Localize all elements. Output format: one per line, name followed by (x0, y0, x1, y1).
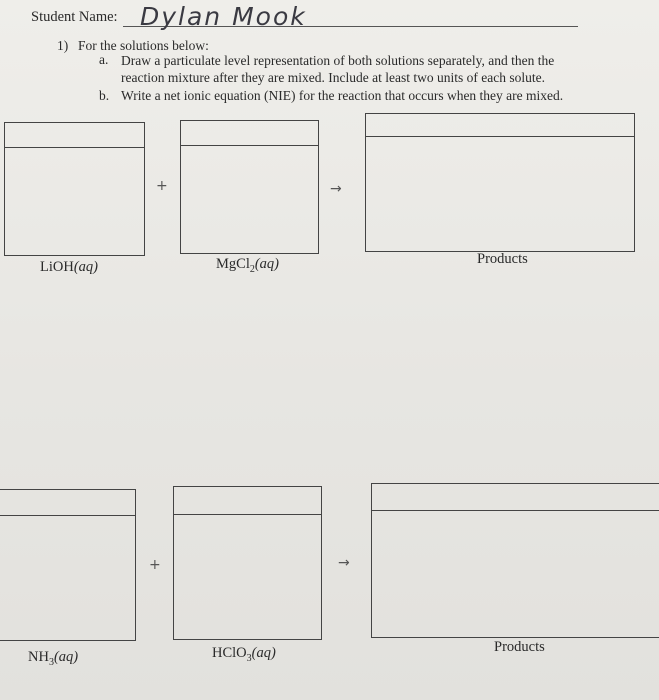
box-header-band (372, 484, 659, 511)
products-label: Products (494, 639, 545, 655)
lioh-drawing-box[interactable] (4, 122, 145, 256)
box-header-band (174, 487, 321, 515)
box-header-band (0, 490, 135, 516)
part-a-line-2: reaction mixture after they are mixed. Include at least two units of each solute. (121, 70, 545, 85)
box-header-band (366, 114, 634, 137)
question-prompt: For the solutions below: (78, 38, 209, 53)
nh3-label: $NH_3(aq)$ (28, 649, 79, 668)
mgcl2-label: MgCl$_2$(aq) (216, 256, 280, 275)
box-header-band (181, 121, 318, 146)
products-drawing-box[interactable] (365, 113, 635, 252)
question-number: 1) (57, 38, 69, 53)
reaction-arrow: → (338, 555, 350, 571)
nh3-drawing-box[interactable] (0, 489, 136, 641)
plus-sign: + (149, 557, 161, 573)
part-b-text: Write a net ionic equation (NIE) for the reaction that occurs when they are mixed. (121, 88, 564, 103)
part-b-letter: b. (99, 88, 110, 103)
box-header-band (5, 123, 144, 148)
products-label: Products (477, 251, 528, 267)
hclo3-drawing-box[interactable] (173, 486, 322, 640)
part-a-line-1: Draw a particulate level representation of both solutions separately, and then the (121, 53, 555, 68)
lioh-label: LiOH(aq) (40, 259, 99, 275)
plus-sign: + (156, 178, 168, 194)
student-name-label: Student Name: (31, 9, 118, 25)
reaction-arrow: → (330, 181, 342, 197)
hclo3-label: HClO$_3$(aq) (212, 645, 276, 664)
products-drawing-box[interactable] (371, 483, 659, 638)
mgcl2-drawing-box[interactable] (180, 120, 319, 254)
part-a-text (121, 52, 554, 86)
student-name-handwriting: Dylan Mook (140, 2, 307, 31)
part-a-letter: a. (99, 52, 109, 67)
